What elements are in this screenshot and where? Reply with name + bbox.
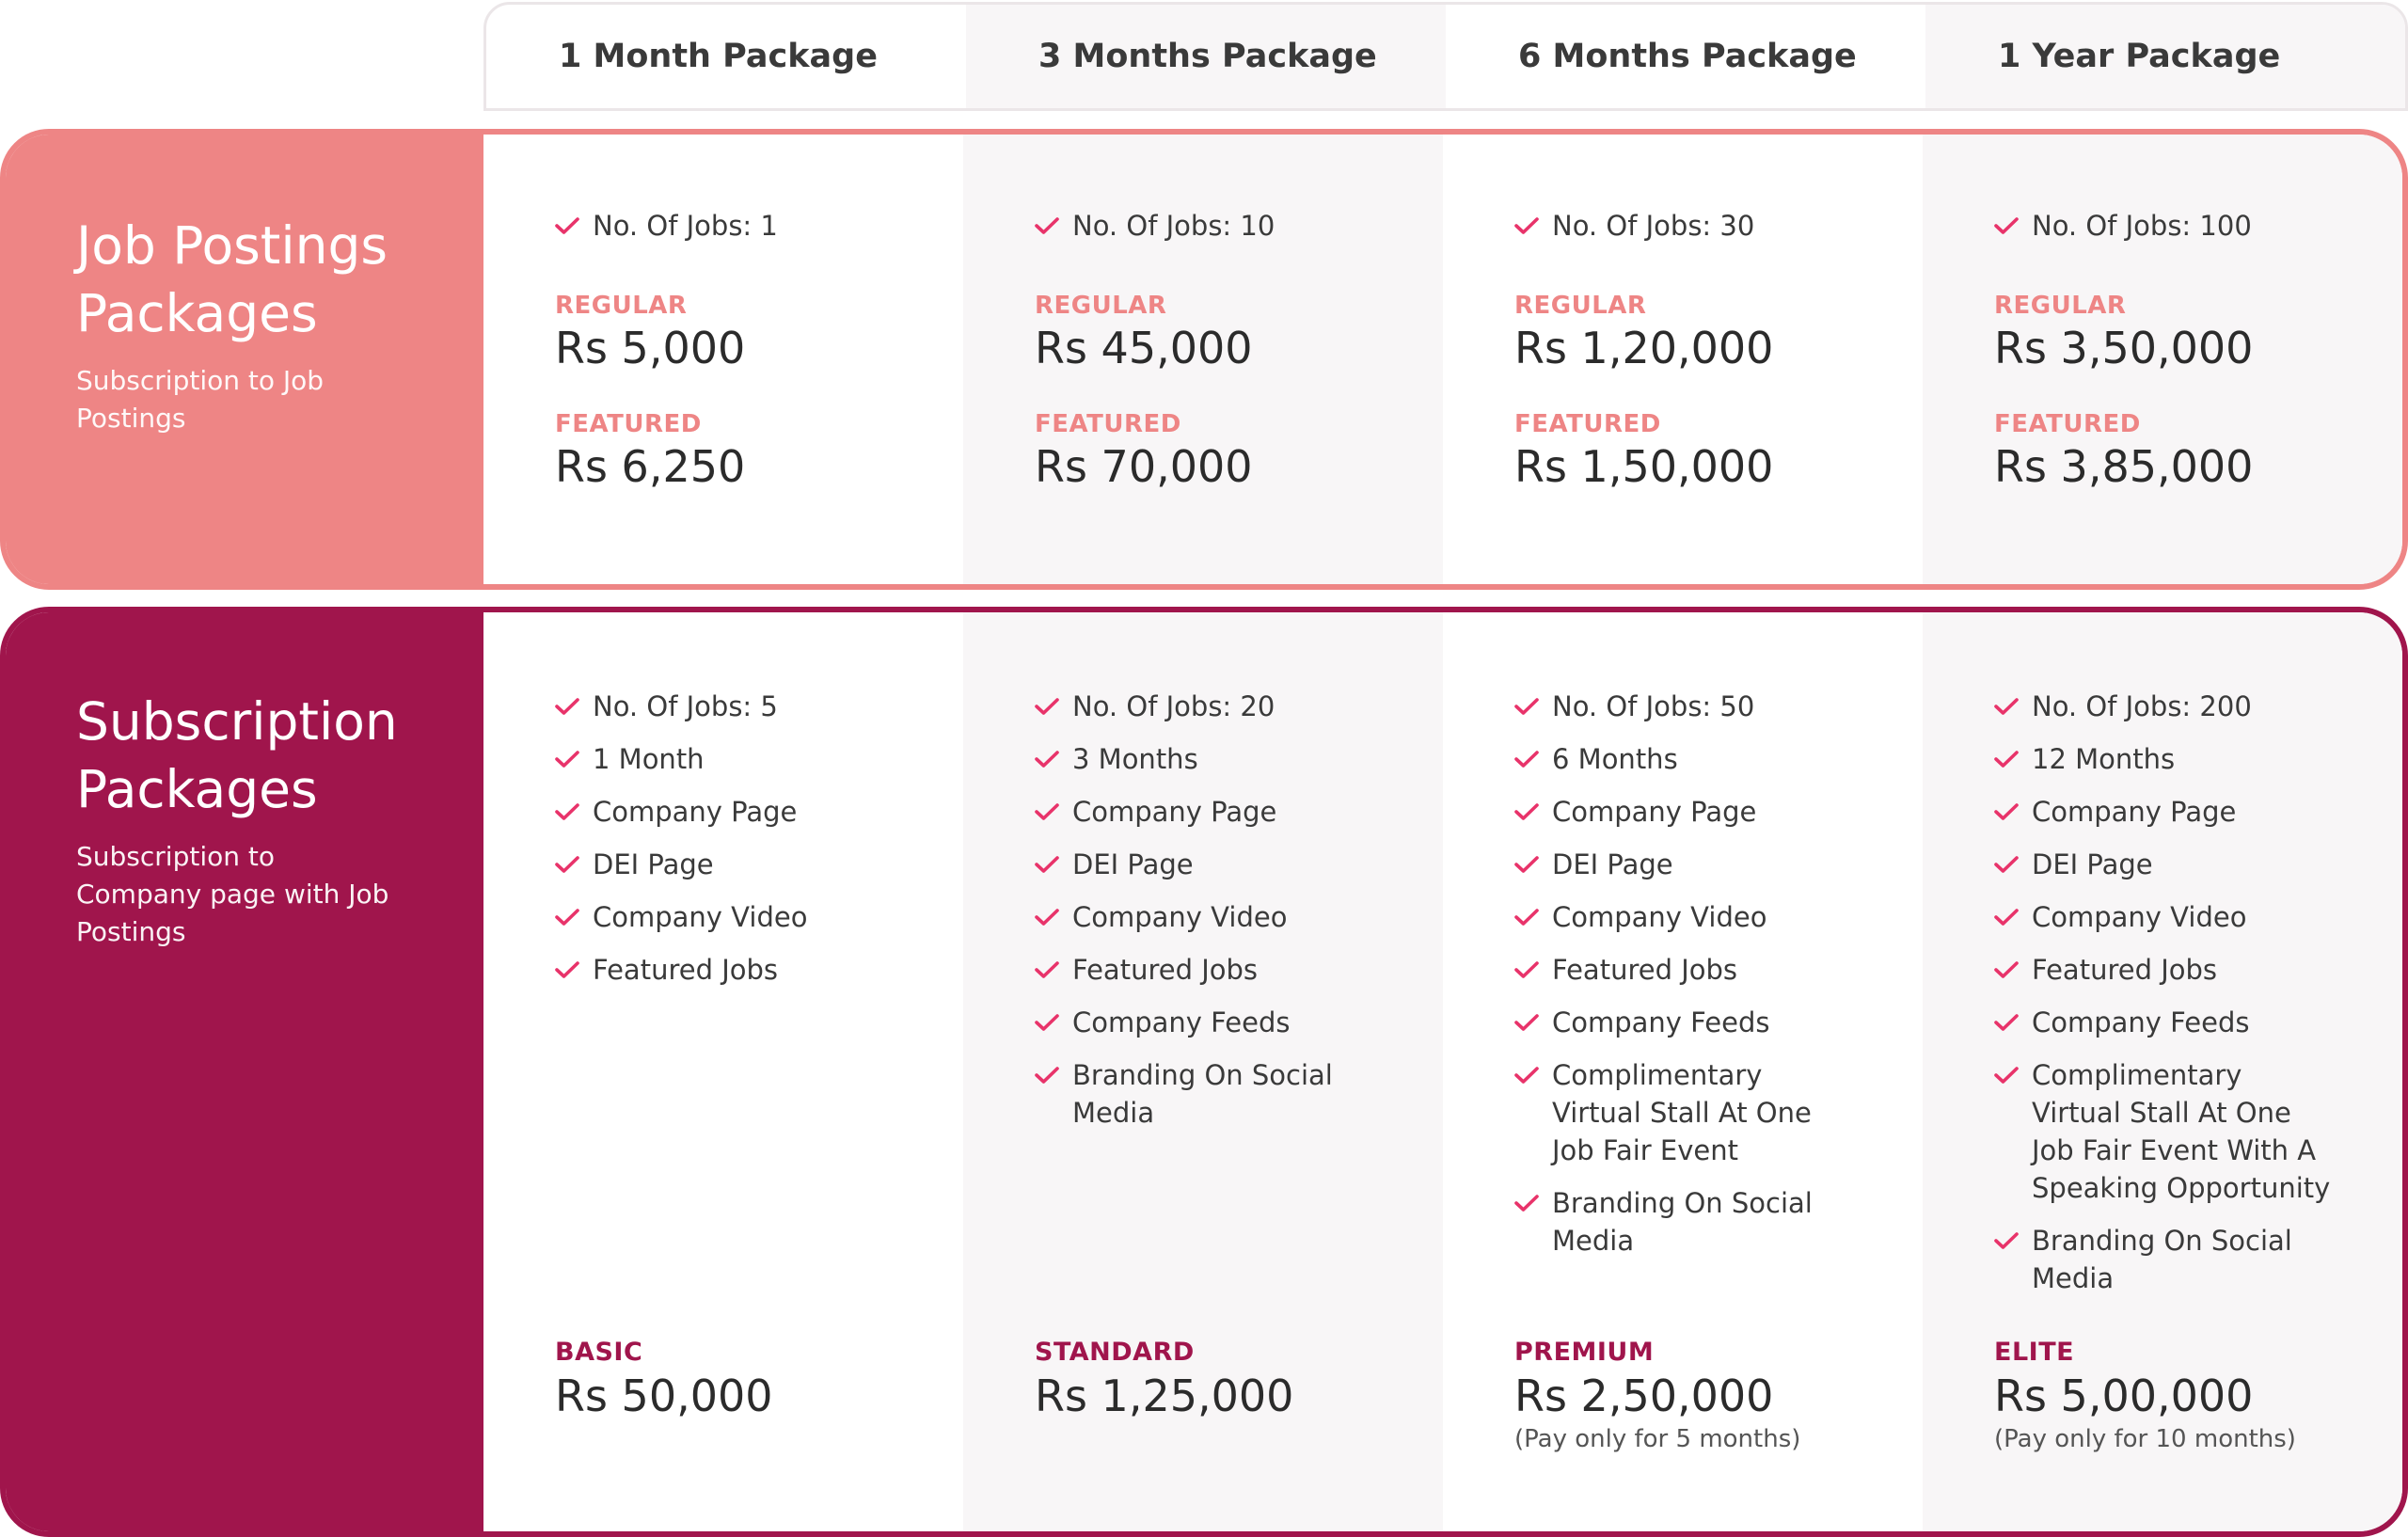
feature-item — [1035, 846, 1373, 883]
feature-list — [1514, 612, 1923, 1260]
feature-item — [1994, 740, 2333, 778]
feature-text: Complimentary Virtual Stall At One Job Fair Event — [1552, 1059, 1812, 1166]
header-6-months: 6 Months Package — [1518, 38, 1857, 75]
feature-item — [1514, 1184, 1853, 1260]
job-postings-columns — [483, 135, 2402, 584]
header-1-year: 1 Year Package — [1925, 5, 2405, 108]
subscription-sidebar — [6, 612, 483, 1531]
feature-text: No. Of Jobs: 30 — [1552, 210, 1755, 242]
tier-label: ELITE — [1994, 1338, 2075, 1367]
feature-text: 12 Months — [2032, 743, 2176, 775]
check-icon — [1994, 1004, 2019, 1041]
feature-text: Company Video — [1552, 901, 1767, 933]
feature-item — [1994, 1004, 2333, 1041]
feature-text: No. Of Jobs: 5 — [593, 690, 778, 722]
check-icon — [1035, 688, 1059, 725]
feature-item — [1994, 688, 2333, 725]
feature-item — [1035, 740, 1373, 778]
feature-text: Company Page — [1552, 796, 1757, 828]
regular-price: Rs 1,20,000 — [1514, 323, 1774, 373]
job-package-column — [1923, 135, 2402, 584]
feature-text: No. Of Jobs: 50 — [1552, 690, 1755, 722]
feature-text: Featured Jobs — [593, 954, 779, 986]
tier-price-block — [1514, 1337, 1800, 1455]
feature-item — [1035, 951, 1373, 989]
check-icon — [1514, 1184, 1539, 1222]
subscription-package-column — [1443, 612, 1923, 1531]
feature-item — [1514, 1056, 1853, 1169]
check-icon — [1994, 898, 2019, 936]
regular-price-block — [1035, 290, 1443, 374]
feature-item — [555, 740, 894, 778]
subscription-title: Subscription Packages — [76, 691, 398, 819]
feature-text: 1 Month — [593, 743, 705, 775]
check-icon — [1994, 1222, 2019, 1260]
feature-text: Company Video — [593, 901, 808, 933]
feature-text: Company Video — [1072, 901, 1288, 933]
check-icon — [1035, 951, 1059, 989]
check-icon — [1035, 793, 1059, 831]
featured-price: Rs 6,250 — [555, 441, 746, 492]
feature-item — [1514, 740, 1853, 778]
job-postings-subtitle: Subscription to Job Postings — [76, 365, 325, 434]
check-icon — [1035, 898, 1059, 936]
regular-price: Rs 45,000 — [1035, 323, 1253, 373]
feature-text: Featured Jobs — [1552, 954, 1738, 986]
tier-price: Rs 50,000 — [555, 1371, 773, 1421]
feature-text: Company Page — [1072, 796, 1277, 828]
feature-item — [1514, 951, 1853, 989]
feature-item — [1994, 846, 2333, 883]
check-icon — [1994, 846, 2019, 883]
feature-text: No. Of Jobs: 10 — [1072, 210, 1275, 242]
check-icon — [1994, 793, 2019, 831]
check-icon — [1994, 951, 2019, 989]
check-icon — [555, 793, 579, 831]
check-icon — [1514, 1004, 1539, 1041]
regular-price-block — [555, 290, 963, 374]
feature-text: No. Of Jobs: 1 — [593, 210, 778, 242]
feature-text: Branding On Social Media — [2032, 1225, 2292, 1294]
subscription-package-column — [483, 612, 963, 1531]
tier-note: (Pay only for 10 months) — [1994, 1425, 2296, 1453]
check-icon — [1035, 740, 1059, 778]
tier-note: (Pay only for 5 months) — [1514, 1425, 1801, 1453]
feature-item — [1994, 207, 2333, 245]
tier-price: Rs 2,50,000 — [1514, 1371, 1774, 1421]
regular-price: Rs 3,50,000 — [1994, 323, 2254, 373]
feature-item — [1994, 1222, 2333, 1297]
feature-item — [1514, 846, 1853, 883]
feature-item — [1514, 688, 1853, 725]
regular-price-block — [1514, 290, 1923, 374]
feature-text: Company Page — [593, 796, 798, 828]
feature-text: DEI Page — [2032, 848, 2153, 880]
feature-item — [1035, 793, 1373, 831]
feature-item — [1514, 207, 1853, 245]
subscription-subtitle: Subscription to Company page with Job Postings — [76, 841, 389, 947]
job-package-column — [483, 135, 963, 584]
feature-item — [1994, 793, 2333, 831]
job-postings-sidebar — [6, 135, 483, 584]
feature-item — [1035, 1004, 1373, 1041]
tier-label: PREMIUM — [1514, 1338, 1655, 1367]
check-icon — [1035, 846, 1059, 883]
check-icon — [1035, 1056, 1059, 1094]
feature-text: Featured Jobs — [2032, 954, 2218, 986]
feature-item — [1994, 1056, 2333, 1207]
subscription-columns — [483, 612, 2402, 1531]
tier-price-block — [555, 1337, 773, 1423]
feature-item — [1994, 898, 2333, 936]
featured-price-block — [1035, 408, 1443, 493]
feature-item — [1035, 688, 1373, 725]
featured-label: FEATURED — [1035, 410, 1181, 438]
featured-price-block — [1514, 408, 1923, 493]
check-icon — [1514, 793, 1539, 831]
regular-label: REGULAR — [555, 292, 688, 320]
feature-text: No. Of Jobs: 100 — [2032, 210, 2252, 242]
tier-price-block — [1994, 1337, 2296, 1455]
check-icon — [555, 951, 579, 989]
regular-price: Rs 5,000 — [555, 323, 746, 373]
check-icon — [555, 207, 579, 245]
regular-label: REGULAR — [1514, 292, 1647, 320]
feature-item — [555, 793, 894, 831]
tier-price: Rs 1,25,000 — [1035, 1371, 1294, 1421]
featured-price: Rs 1,50,000 — [1514, 441, 1774, 492]
job-postings-section — [0, 129, 2408, 590]
check-icon — [1514, 846, 1539, 883]
feature-item — [555, 207, 894, 245]
featured-label: FEATURED — [1994, 410, 2141, 438]
feature-text: Company Feeds — [1072, 1006, 1291, 1038]
check-icon — [1514, 740, 1539, 778]
tier-label: BASIC — [555, 1338, 643, 1367]
check-icon — [1994, 1056, 2019, 1094]
feature-item — [1035, 207, 1373, 245]
feature-item — [555, 951, 894, 989]
feature-text: DEI Page — [593, 848, 714, 880]
featured-label: FEATURED — [555, 410, 702, 438]
check-icon — [1994, 688, 2019, 725]
feature-text: 6 Months — [1552, 743, 1678, 775]
feature-text: Complimentary Virtual Stall At One Job Fair Event With A Speaking Opportunity — [2032, 1059, 2331, 1204]
feature-item — [1514, 898, 1853, 936]
feature-item — [1514, 793, 1853, 831]
feature-text: Company Feeds — [1552, 1006, 1770, 1038]
check-icon — [1514, 1056, 1539, 1094]
feature-list — [555, 612, 963, 989]
check-icon — [1514, 207, 1539, 245]
feature-item — [1514, 1004, 1853, 1041]
featured-label: FEATURED — [1514, 410, 1661, 438]
feature-text: DEI Page — [1552, 848, 1673, 880]
check-icon — [555, 740, 579, 778]
feature-list — [1994, 135, 2402, 245]
regular-label: REGULAR — [1994, 292, 2127, 320]
featured-price: Rs 70,000 — [1035, 441, 1253, 492]
subscription-package-column — [1923, 612, 2402, 1531]
check-icon — [555, 846, 579, 883]
feature-list — [1514, 135, 1923, 245]
feature-item — [555, 846, 894, 883]
feature-text: No. Of Jobs: 200 — [2032, 690, 2252, 722]
tier-label: STANDARD — [1035, 1338, 1195, 1367]
featured-price-block — [555, 408, 963, 493]
feature-text: Company Video — [2032, 901, 2247, 933]
feature-text: Branding On Social Media — [1552, 1187, 1813, 1257]
feature-list — [555, 135, 963, 245]
check-icon — [555, 688, 579, 725]
feature-item — [555, 898, 894, 936]
check-icon — [1035, 207, 1059, 245]
feature-item — [555, 688, 894, 725]
featured-price: Rs 3,85,000 — [1994, 441, 2254, 492]
check-icon — [1994, 207, 2019, 245]
check-icon — [1035, 1004, 1059, 1041]
feature-text: DEI Page — [1072, 848, 1194, 880]
feature-list — [1035, 612, 1443, 1132]
header-3-months: 3 Months Package — [966, 5, 1446, 108]
job-package-column — [1443, 135, 1923, 584]
feature-text: 3 Months — [1072, 743, 1198, 775]
check-icon — [1514, 688, 1539, 725]
regular-price-block — [1994, 290, 2402, 374]
featured-price-block — [1994, 408, 2402, 493]
tier-price-block — [1035, 1337, 1293, 1423]
feature-text: Company Page — [2032, 796, 2237, 828]
package-header-row — [483, 2, 2408, 111]
check-icon — [555, 898, 579, 936]
subscription-section — [0, 607, 2408, 1537]
feature-text: Featured Jobs — [1072, 954, 1259, 986]
feature-text: Company Feeds — [2032, 1006, 2250, 1038]
feature-list — [1994, 612, 2402, 1297]
check-icon — [1994, 740, 2019, 778]
feature-text: No. Of Jobs: 20 — [1072, 690, 1275, 722]
check-icon — [1514, 898, 1539, 936]
feature-item — [1035, 898, 1373, 936]
job-postings-title: Job Postings Packages — [76, 215, 388, 343]
check-icon — [1514, 951, 1539, 989]
feature-text: Branding On Social Media — [1072, 1059, 1333, 1129]
feature-list — [1035, 135, 1443, 245]
feature-item — [1994, 951, 2333, 989]
header-1-month: 1 Month Package — [559, 38, 878, 75]
regular-label: REGULAR — [1035, 292, 1167, 320]
job-package-column — [963, 135, 1443, 584]
feature-item — [1035, 1056, 1373, 1132]
tier-price: Rs 5,00,000 — [1994, 1371, 2254, 1421]
subscription-package-column — [963, 612, 1443, 1531]
